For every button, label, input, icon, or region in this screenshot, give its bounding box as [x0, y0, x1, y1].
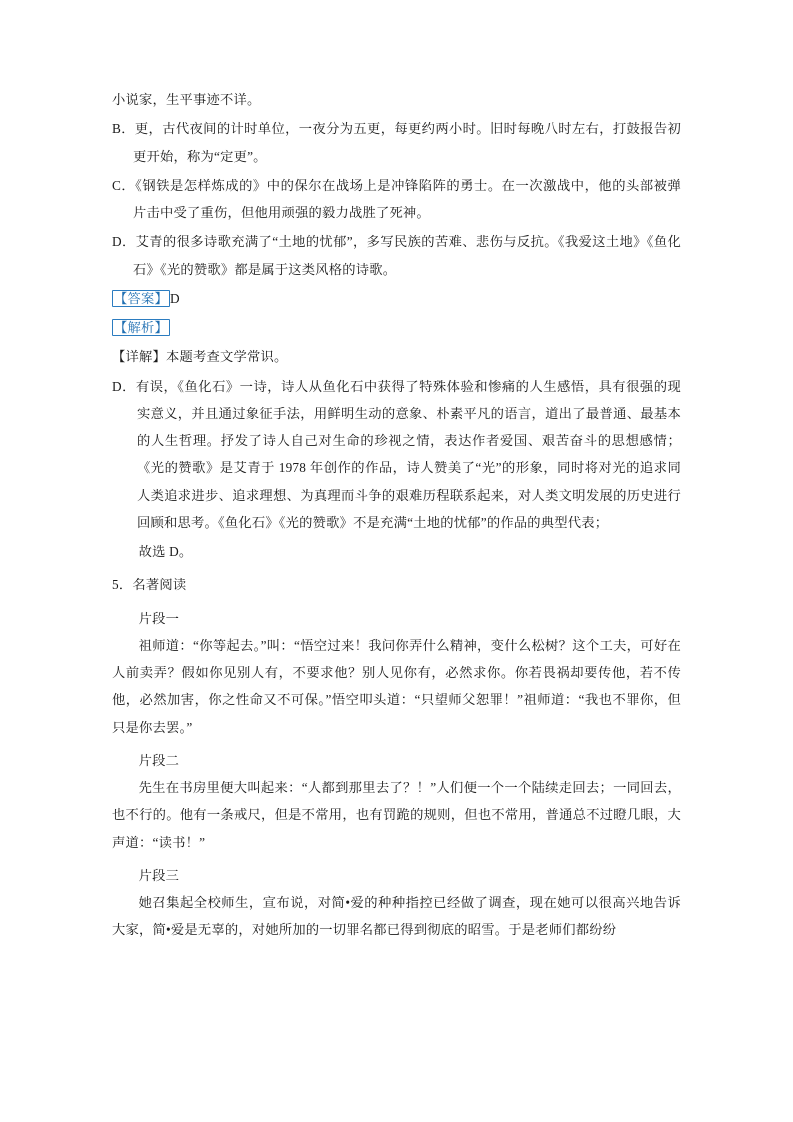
question-5-heading: 5．名著阅读	[112, 577, 187, 593]
fragment-1-heading: 片段一	[138, 610, 180, 626]
line-novelist: 小说家，生平事迹不详。	[112, 92, 261, 107]
document-body	[112, 86, 681, 944]
answer-value: D	[170, 290, 180, 306]
fragment-3-body: 她召集起全校师生，宣布说，对简•爱的种种指控已经做了调查，现在她可以很高兴地告诉大家，简•爱是无辜的，对她所加的一切罪名都已得到彻底的昭雪。于是老师们都纷纷	[112, 895, 681, 938]
explanation-body: D．有误，《鱼化石》一诗，诗人从鱼化石中获得了特殊体验和惨痛的人生感悟，具有很强的现实意义，并且通过象征手法，用鲜明生动的意象、朴素平凡的语言，道出了最普通、最基本的人生哲理。抒发了诗人自己对生命的珍视之情，表达作者爱国、艰苦奋斗的思想感情；《光的赞歌》是艾青于 1978 年创作的作品，诗人赞美了“光”的形象，同时将对光的追求同人类追求进步、追求理想、为真理而斗争的艰难历程联系起来，对人类文明发展的历史进行回顾和思考。《鱼化石》《光的赞歌》不是充满“土地的忧郁”的作品的典型代表；	[112, 378, 681, 530]
analysis-label	[112, 314, 681, 341]
option-c: C．《钢铁是怎样炼成的》中的保尔在战场上是冲锋陷阵的勇士。在一次激战中，他的头部被弹片击中受了重伤，但他用顽强的毅力战胜了死神。	[112, 177, 681, 220]
detail-line: 【详解】本题考查文学常识。	[112, 349, 288, 365]
answer-line	[112, 285, 681, 312]
fragment-2-body: 先生在书房里便大叫起来：“人都到那里去了？！”人们便一个一个陆续走回去；一同回去，也不行的。他有一条戒尺，但是不常用，也有罚跪的规则，但也不常用，普通总不过瞪几眼，大声道：“读书！”	[112, 780, 681, 850]
fragment-1-body: 祖师道：“你等起去。”叫：“悟空过来！我问你弄什么精神，变什么松树？这个工夫，可好在人前卖弄？假如你见别人有，不要求他？别人见你有，必然求你。你若畏祸却要传他，若不传他，必然加害，你之性命又不可保。”悟空叩头道：“只望师父恕罪！”祖师道：“我也不罪你，但只是你去罢。”	[112, 637, 681, 735]
option-d: D．艾青的很多诗歌充满了“土地的忧郁”，多写民族的苦难、悲伤与反抗。《我爱这土地》《鱼化石》《光的赞歌》都是属于这类风格的诗歌。	[112, 234, 681, 277]
fragment-3-heading: 片段三	[138, 867, 180, 883]
option-b: B．更，古代夜间的计时单位，一夜分为五更，每更约两小时。旧时每晚八时左右，打鼓报告初更开始，称为“定更”。	[112, 121, 681, 164]
answer-label: 【答案】	[114, 290, 168, 306]
fragment-2-heading: 片段二	[138, 752, 180, 768]
analysis-label-text: 【解析】	[114, 320, 168, 335]
conclusion-line: 故选 D。	[138, 544, 193, 559]
